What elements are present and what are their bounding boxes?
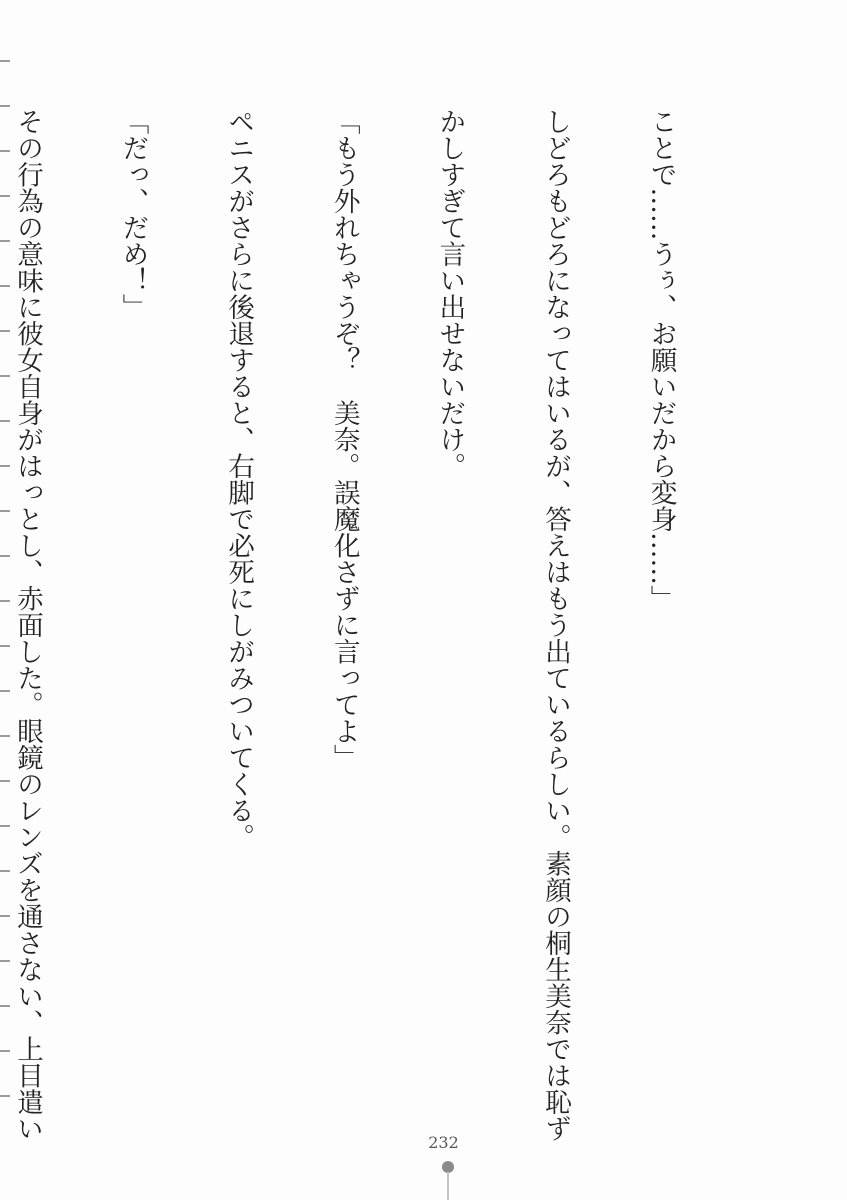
text-line: かしすぎて言い出せないだけ。 [434,108,466,479]
text-line: 「もう外れちゃうぞ？ 美奈。誤魔化さずに言ってよ」 [328,108,360,771]
text-line: 「だっ、だめ！」 [117,108,149,320]
edge-mark [0,60,10,62]
page-number: 232 [428,1133,459,1152]
text-line: しどろもどろになってはいるが、答えはもう出ているらしい。素顔の桐生美奈では恥ず [539,108,571,1142]
text-line: ペニスがさらに後退すると、右脚で必死にしがみついてくる。 [223,108,255,850]
text-line: その行為の意味に彼女自身がはっとし、赤面した。眼鏡のレンズを通さない、上目遣い [11,108,43,1142]
edge-mark [0,105,10,107]
body-text [0,108,749,1142]
page-marker-line [447,1172,449,1200]
text-line: ことで……うぅ、お願いだから変身……」 [645,108,677,612]
